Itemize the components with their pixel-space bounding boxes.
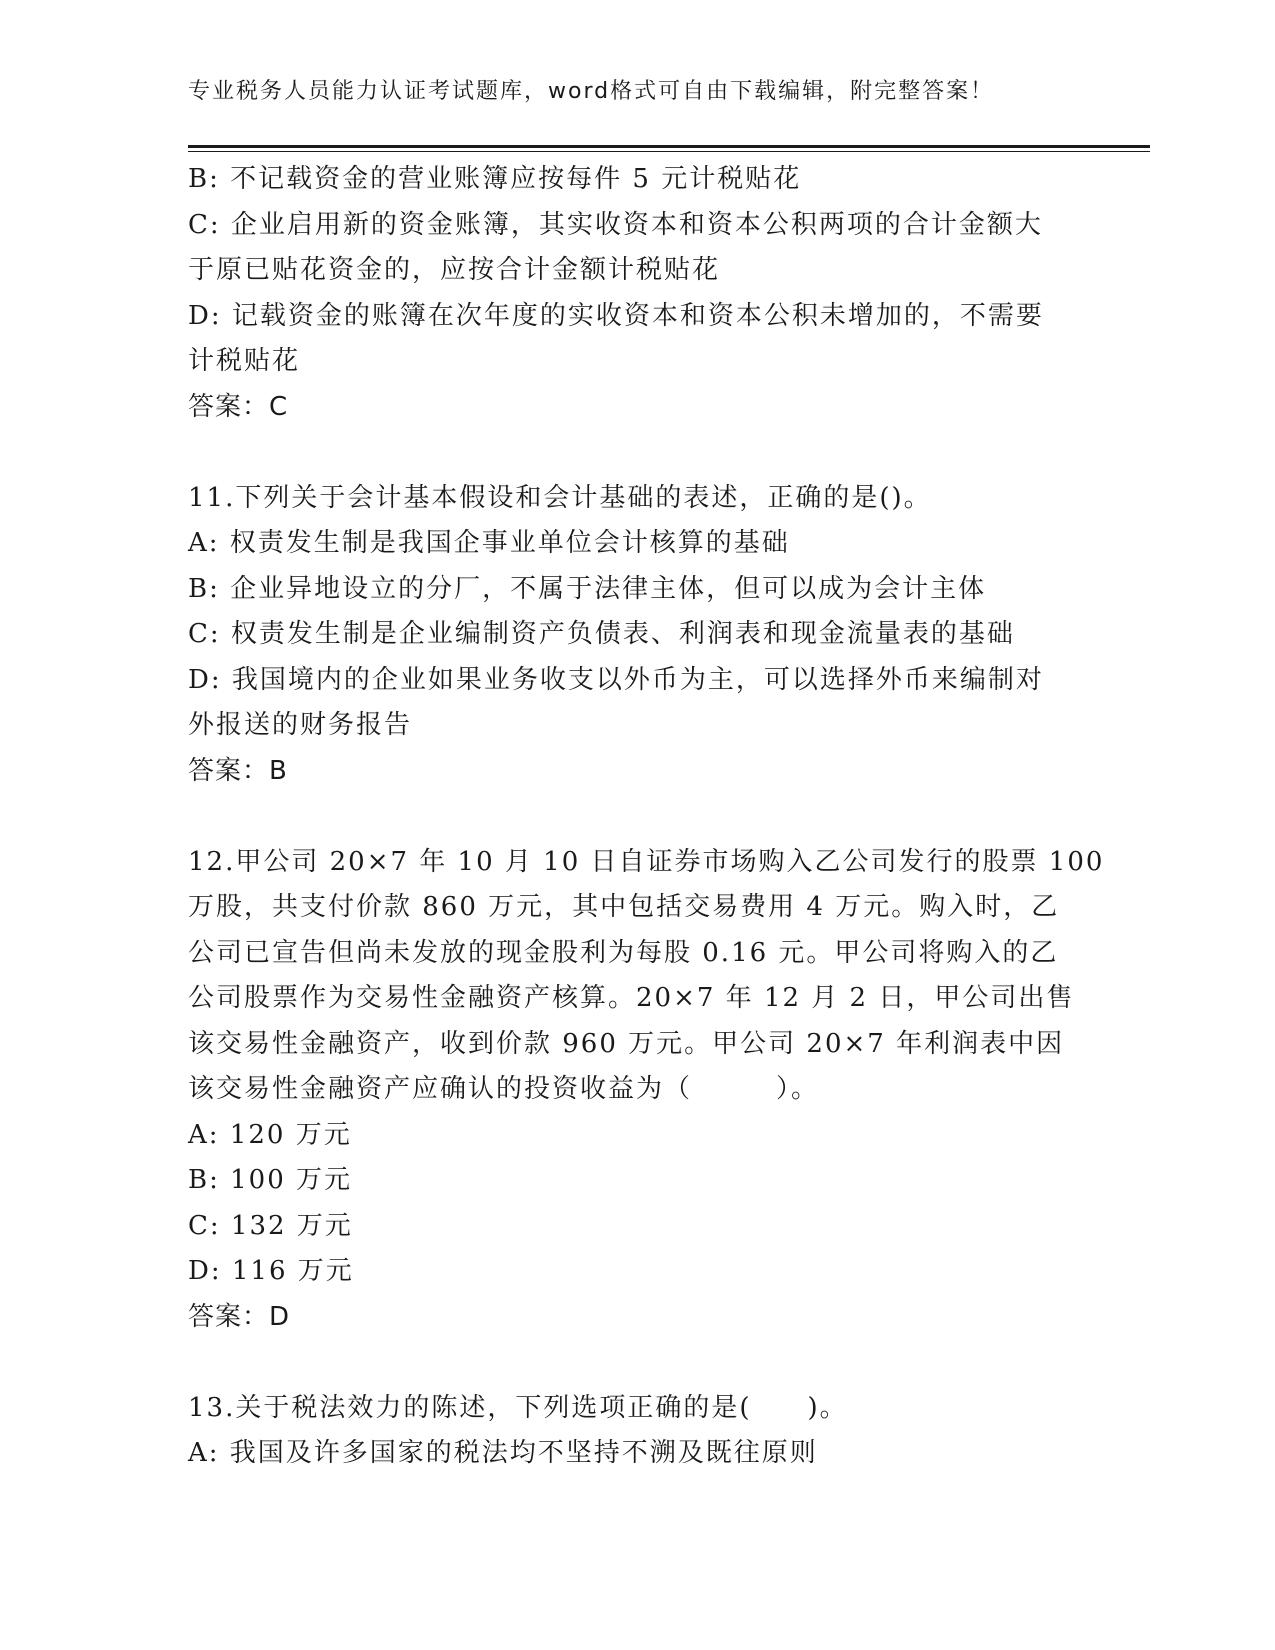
header-divider-thin <box>188 151 1150 152</box>
option-d-line-2: 外报送的财务报告 <box>188 710 413 740</box>
option-d-line-1: D: 我国境内的企业如果业务收支以外币为主，可以选择外币来编制对 <box>188 664 1044 695</box>
question-text: 11.下列关于会计基本假设和会计基础的表述，正确的是()。 <box>188 482 932 513</box>
option-a: A: 权责发生制是我国企事业单位会计核算的基础 <box>188 528 790 558</box>
answer: 答案：C <box>188 391 289 422</box>
header-divider-thick <box>188 145 1150 148</box>
question-13 <box>188 1386 1088 1477</box>
question-text-line-3: 公司已宣告但尚未发放的现金股利为每股 0.16 元。甲公司将购入的乙 <box>188 937 1059 968</box>
option-c-line-2: 于原已贴花资金的，应按合计金额计税贴花 <box>188 255 721 285</box>
option-b: B: 不记载资金的营业账簿应按每件 5 元计税贴花 <box>188 164 802 194</box>
question-text-line-4: 公司股票作为交易性金融资产核算。20×7 年 12 月 2 日，甲公司出售 <box>188 983 1075 1013</box>
option-d: D: 116 万元 <box>188 1256 354 1286</box>
answer: 答案：D <box>188 1301 291 1332</box>
spacer <box>188 1340 1088 1386</box>
option-d-line-1: D: 记载资金的账簿在次年度的实收资本和资本公积未增加的，不需要 <box>188 300 1044 331</box>
option-a: A: 120 万元 <box>188 1119 352 1150</box>
answer: 答案：B <box>188 755 288 786</box>
spacer <box>188 794 1088 840</box>
question-10-tail <box>188 157 1088 430</box>
option-c: C: 132 万元 <box>188 1210 353 1241</box>
option-c: C: 权责发生制是企业编制资产负债表、利润表和现金流量表的基础 <box>188 619 1015 649</box>
option-b: B: 企业异地设立的分厂，不属于法律主体，但可以成为会计主体 <box>188 573 987 604</box>
question-content <box>188 157 1105 1477</box>
option-d-line-2: 计税贴花 <box>188 346 301 376</box>
question-11 <box>188 476 1088 795</box>
page-header: 专业税务人员能力认证考试题库，word格式可自由下载编辑，附完整答案！ <box>188 79 995 104</box>
question-text: 13.关于税法效力的陈述，下列选项正确的是( )。 <box>188 1392 848 1423</box>
question-text-line-2: 万股，共支付价款 860 万元，其中包括交易费用 4 万元。购入时，乙 <box>188 892 1060 922</box>
question-text-line-1: 12.甲公司 20×7 年 10 月 10 日自证券市场购入乙公司发行的股票 100 <box>188 846 1105 877</box>
spacer <box>188 430 1088 476</box>
question-12 <box>188 840 1105 1341</box>
option-c-line-1: C: 企业启用新的资金账簿，其实收资本和资本公积两项的合计金额大 <box>188 209 1043 240</box>
option-a: A: 我国及许多国家的税法均不坚持不溯及既往原则 <box>188 1438 818 1468</box>
question-text-line-5: 该交易性金融资产，收到价款 960 万元。甲公司 20×7 年利润表中因 <box>188 1028 1065 1059</box>
option-b: B: 100 万元 <box>188 1165 353 1195</box>
question-text-line-6: 该交易性金融资产应确认的投资收益为（ ）。 <box>188 1074 820 1104</box>
